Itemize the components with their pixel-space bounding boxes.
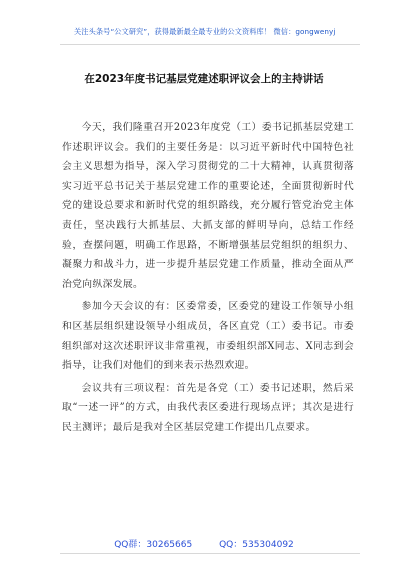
- footer-qq-group: QQ群：30265665: [114, 540, 193, 550]
- header-divider: [60, 44, 360, 45]
- footer-contact: [0, 537, 408, 550]
- header-banner: 关注头条号“公文研究”，获得最新最全最专业的公文资料库！ 微信：gongwenyj: [74, 27, 336, 36]
- document-title: 在2023年度书记基层党建述职评议会上的主持讲话: [84, 73, 324, 85]
- footer-divider: [60, 553, 360, 554]
- document-body: [62, 118, 354, 441]
- paragraph-intro: 今天，我们隆重召开2023年度党（工）委书记抓基层党建工作述职评议会。我们的主要任务是：以习近平新时代中国特色社会主义思想为指导，深入学习贯彻党的二十大精神，认真贯彻落实习近平总书记关于基层党建工作的重要论述，全面贯彻新时代党的建设总要求和新时代党的组织路线，充分履行管党治党主体责任，坚决践行大抓基层、大抓支部的鲜明导向，总结工作经验，查摆问题，明确工作思路，不断增强基层党组织的组织力、凝聚力和战斗力，进一步提升基层党建工作质量，推动全面从严治党向纵深发展。: [62, 122, 354, 290]
- paragraph-attendees: 参加今天会议的有：区委常委，区委党的建设工作领导小组和区基层组织建设领导小组成员，各区直党（工）委书记。市委组织部对这次述职评议非常重视，市委组织部X同志、X同志到会指导，让我们对他们的到来表示热烈欢迎。: [62, 301, 354, 372]
- footer-qq: QQ：535304092: [219, 540, 294, 550]
- paragraph-agenda: 会议共有三项议程：首先是各党（工）委书记述职，然后采取“一述一评”的方式，由我代表区委进行现场点评；其次是进行民主测评；最后是我对全区基层党建工作提出几点要求。: [62, 382, 354, 433]
